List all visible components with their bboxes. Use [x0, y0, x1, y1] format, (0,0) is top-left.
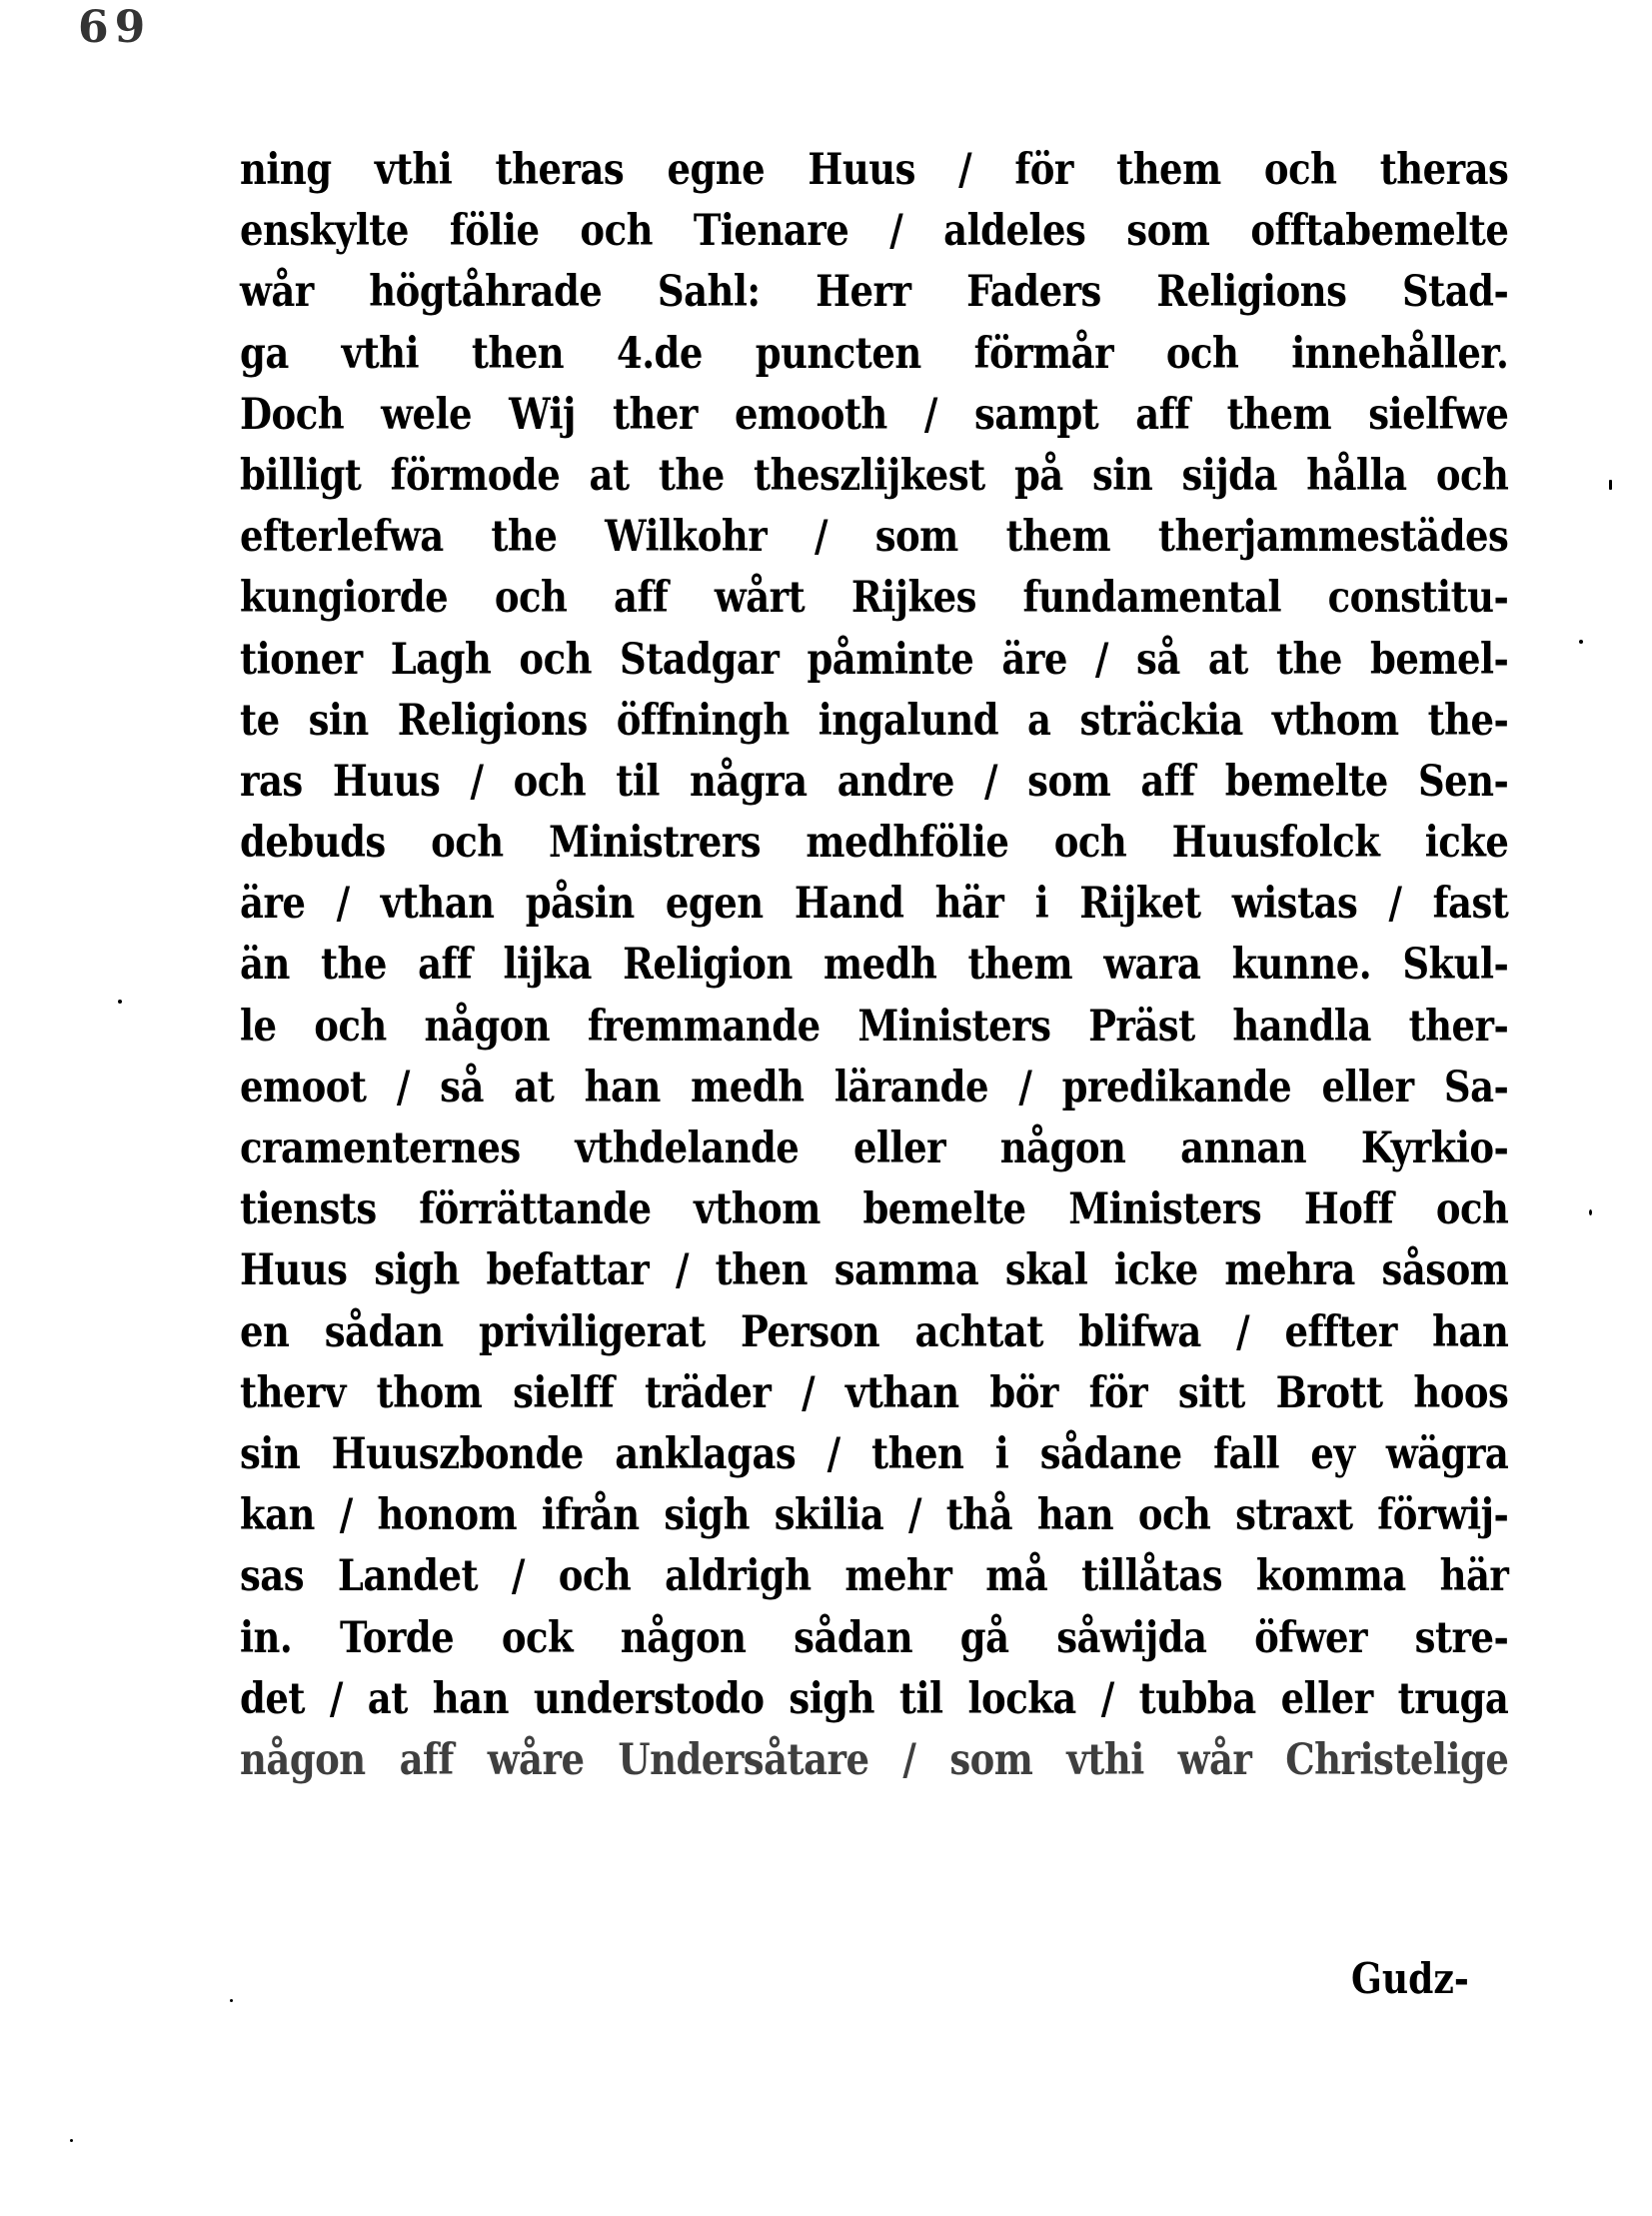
- text-line: äre / vthan påsin egen Hand här i Rijket wistas / fast: [240, 879, 1509, 930]
- scan-speck: [70, 2139, 73, 2142]
- text-line: det / at han understodo sigh til locka / tubba eller truga: [240, 1673, 1509, 1724]
- scan-speck: [230, 1999, 233, 2002]
- text-line: kungiorde och aff wårt Rijkes fundamental constitu-: [240, 573, 1509, 624]
- text-line: billigt förmode at the theszlijkest på sin sijda hålla och: [240, 450, 1509, 501]
- text-line: emoot / så at han medh lärande / predikande eller Sa-: [240, 1062, 1509, 1112]
- scan-speck: [1589, 1209, 1592, 1215]
- text-line: sas Landet / och aldrigh mehr må tillåtas komma här: [240, 1551, 1509, 1602]
- text-line: efterlefwa the Wilkohr / som them therjammestädes: [240, 512, 1509, 563]
- text-line: tioner Lagh och Stadgar påminte äre / så at the bemel-: [240, 634, 1509, 685]
- text-line: ga vthi then 4.de puncten förmår och innehåller.: [240, 328, 1509, 379]
- text-line: debuds och Ministrers medhfölie och Huusfolck icke: [240, 818, 1509, 869]
- text-line: en sådan priviligerat Person achtat blifwa / effter han: [240, 1306, 1509, 1357]
- text-line: in. Torde ock någon sådan gå såwijda öfwer stre-: [240, 1612, 1509, 1663]
- page-number: 69: [78, 2, 152, 53]
- text-line: therv thom sielff träder / vthan bör för sitt Brott hoos: [240, 1367, 1509, 1418]
- text-line: ras Huus / och til några andre / som aff bemelte Sen-: [240, 756, 1509, 807]
- text-line: le och någon fremmande Ministers Präst handla ther-: [240, 1001, 1509, 1052]
- text-line: cramenternes vthdelande eller någon annan Kyrkio-: [240, 1123, 1509, 1173]
- text-line: te sin Religions öffningh ingalund a sträckia vthom the-: [240, 695, 1509, 746]
- text-line: ning vthi theras egne Huus / för them och theras: [240, 145, 1509, 195]
- body-text: [240, 140, 1509, 1791]
- scan-speck: [118, 1000, 122, 1004]
- text-line: någon aff wåre Undersåtare / som vthi wår Christelige: [240, 1734, 1509, 1785]
- scan-speck: [1579, 640, 1583, 644]
- text-line: enskylte fölie och Tienare / aldeles som offtabemelte: [240, 206, 1509, 257]
- text-line: än the aff lijka Religion medh them wara kunne. Skul-: [240, 940, 1509, 991]
- text-line: Huus sigh befattar / then samma skal icke mehra såsom: [240, 1245, 1509, 1296]
- text-line: kan / honom ifrån sigh skilia / thå han och straxt förwij-: [240, 1490, 1509, 1541]
- text-line: Doch wele Wij ther emooth / sampt aff them sielfwe: [240, 389, 1509, 440]
- scan-speck: [1609, 480, 1612, 490]
- text-line: sin Huuszbonde anklagas / then i sådane fall ey wägra: [240, 1428, 1509, 1479]
- text-line: tiensts förrättande vthom bemelte Ministers Hoff och: [240, 1184, 1509, 1235]
- text-line: wår högtåhrade Sahl: Herr Faders Religions Stad-: [240, 267, 1509, 318]
- catchword: Gudz-: [1351, 1954, 1469, 2003]
